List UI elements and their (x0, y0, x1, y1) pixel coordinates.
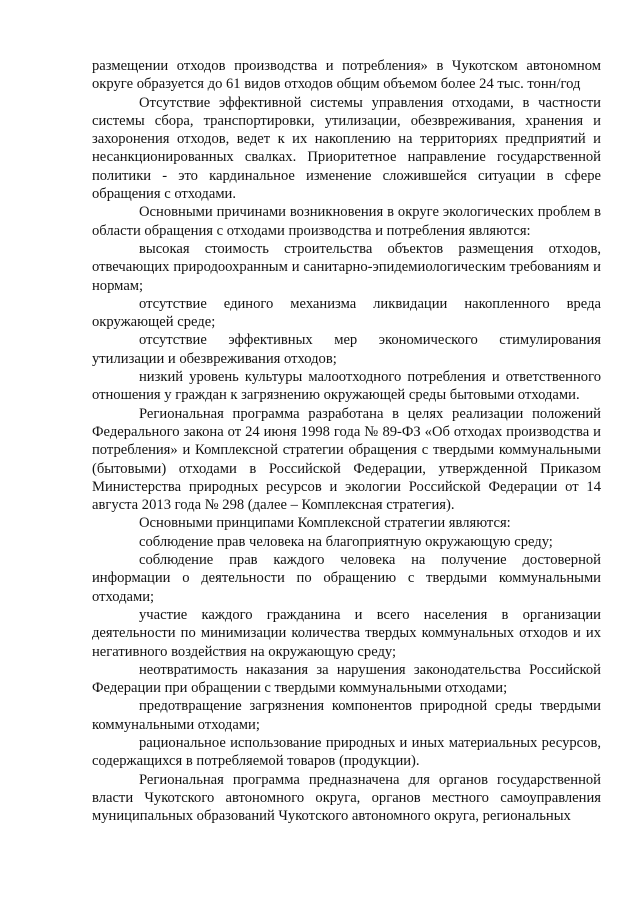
paragraph-program-purpose: Региональная программа предназначена для органов государственной власти Чукотского автономного округа, органов местного самоуправления муниципальных образований Чукотского автономного округа, региональных (92, 771, 601, 825)
list-item-mechanism: отсутствие единого механизма ликвидации накопленного вреда окружающей среде; (92, 295, 601, 331)
list-item-culture: низкий уровень культуры малоотходного потребления и ответственного отношения у граждан к загрязнению окружающей среды бытовыми отходами. (92, 369, 601, 404)
paragraph-main-causes: Основными причинами возникновения в округе экологических проблем в области обращения с отходами производства и потребления являются: (92, 204, 601, 239)
paragraph-principles-heading: Основными принципами Комплексной стратегии являются: (139, 515, 511, 532)
document-page (92, 57, 601, 825)
list-item-principle: участие каждого гражданина и всего населения в организации деятельности по минимизации количества твердых коммунальных отходов и их негативного воздействия на окружающую среду; (92, 606, 601, 660)
list-item-principle: неотвратимость наказания за нарушения законодательства Российской Федерации при обращении с твердыми коммунальными отходами; (92, 661, 601, 697)
list-item-principle: предотвращение загрязнения компонентов природной среды твердыми коммунальными отходами; (92, 698, 601, 733)
list-item-principle: соблюдение прав человека на благоприятную окружающую среду; (139, 533, 553, 550)
list-item-principle: рациональное использование природных и иных материальных ресурсов, содержащихся в потребляемой товаров (продукции). (92, 734, 601, 770)
paragraph-waste-management: Отсутствие эффективной системы управления отходами, в частности системы сбора, транспортировки, утилизации, обезвреживания, хранения и захоронения отходов, ведет к их накоплению на территориях предприятий и несанкционированных свалках. Приоритетное направление государственной политики - это кардинальное изменение сложившейся ситуации в сфере обращения с отходами. (92, 94, 601, 203)
list-item-incentives: отсутствие эффективных мер экономического стимулирования утилизации и обезвреживания отходов; (92, 332, 601, 367)
paragraph-continued: размещении отходов производства и потребления» в Чукотском автономном округе образуется до 61 видов отходов общим объемом более 24 тыс. тонн/год (92, 58, 601, 93)
list-item-principle: соблюдение прав каждого человека на получение достоверной информации о деятельности по обращению с твердыми коммунальными отходами; (92, 552, 601, 605)
paragraph-regional-program: Региональная программа разработана в целях реализации положений Федерального закона от 24 июня 1998 года № 89-ФЗ «Об отходах производства и потребления» и Комплексной стратегии обращения с твердыми коммунальными (бытовыми) отходами в Российской Федерации, утвержденной Приказом Министерства природных ресурсов и экологии Российской Федерации от 14 августа 2013 года № 298 (далее – Комплексная стратегия). (92, 405, 601, 514)
list-item-cost: высокая стоимость строительства объектов размещения отходов, отвечающих природоохранным и санитарно-эпидемиологическим требованиям и нормам; (92, 240, 601, 294)
